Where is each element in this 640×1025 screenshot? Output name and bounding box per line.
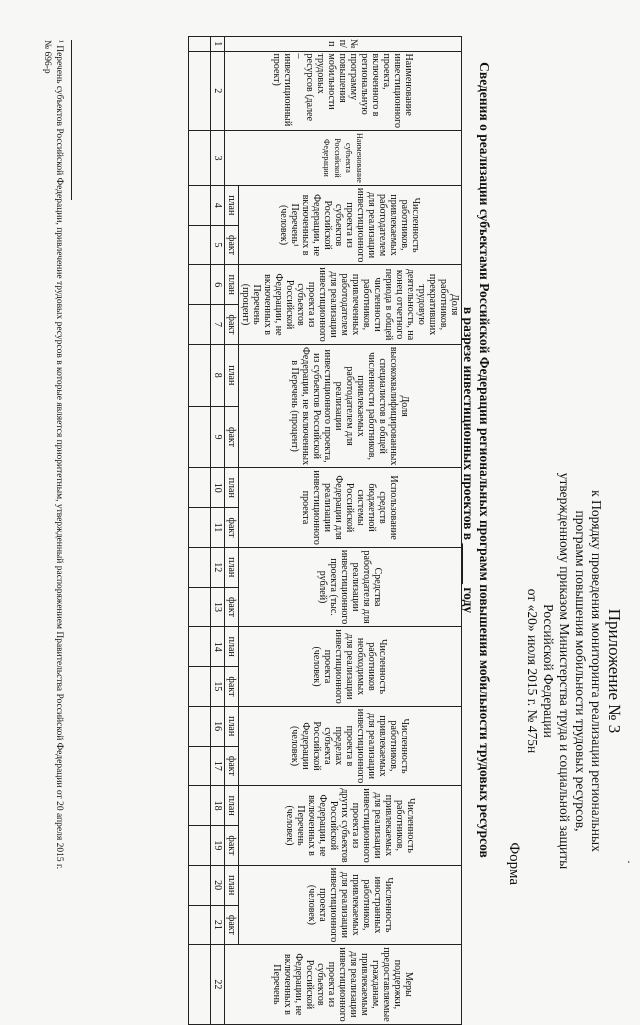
table-header-row bbox=[239, 37, 462, 1025]
table-cell bbox=[189, 786, 211, 826]
fact-subheader: факт bbox=[225, 587, 239, 627]
fact-subheader: факт bbox=[225, 406, 239, 468]
table-cell bbox=[189, 131, 211, 186]
fact-subheader: факт bbox=[225, 508, 239, 548]
table-cell bbox=[189, 225, 211, 265]
table-cell bbox=[189, 627, 211, 667]
heading-line: Сведения о реализации субъектами Российской Федерации региональных программ повышения мобильности трудовых ресурсов bbox=[477, 62, 492, 858]
plan-subheader: план bbox=[225, 468, 239, 508]
col-project-header: Наименование инвестиционного проекта, включенного в региональную программу повышения мобильности трудовых ресурсов (далее – инвестиционный проект) bbox=[225, 51, 462, 130]
column-number-cell: 18 bbox=[211, 786, 225, 826]
header-line: Российской Федерации bbox=[541, 604, 556, 738]
table-cell bbox=[189, 905, 211, 945]
plan-subheader: план bbox=[225, 344, 239, 406]
plan-subheader: план bbox=[225, 865, 239, 905]
table-cell bbox=[189, 945, 211, 1024]
column-number-cell: 16 bbox=[211, 706, 225, 746]
col-support-header: Меры поддержки, предоставляемые гражданам, привлекаемым для реализации инвестиционного проекта из субъектов Российской Федерации, не включенных в Перечень bbox=[225, 945, 462, 1024]
document-heading bbox=[460, 40, 492, 880]
footnote: ¹ Перечень субъектов Российской Федерации, привлечение трудовых ресурсов в которые является приоритетным, утвержденный распоряжением Правительства Российской Федерации от 20 апреля 2015 г. № 696-р bbox=[42, 40, 64, 870]
column-number-cell: 17 bbox=[211, 746, 225, 786]
column-number-cell: 9 bbox=[211, 406, 225, 468]
group-header: Численность работников, привлекаемых для реализации инвестиционного проекта из других субъектов Российской Федерации, не включенных в Перечень (человек) bbox=[239, 786, 462, 865]
fact-subheader: факт bbox=[225, 667, 239, 707]
plan-subheader: план bbox=[225, 265, 239, 305]
column-number-cell: 1 bbox=[211, 37, 225, 52]
table-cell bbox=[189, 344, 211, 406]
column-number-cell: 11 bbox=[211, 508, 225, 548]
table-cell bbox=[189, 865, 211, 905]
appendix-title: Приложение № 3 bbox=[605, 608, 624, 734]
table-cell bbox=[189, 667, 211, 707]
plan-fact-row bbox=[225, 37, 239, 1025]
column-number-cell: 7 bbox=[211, 305, 225, 345]
table-cell bbox=[189, 51, 211, 130]
appendix-header bbox=[524, 461, 622, 881]
table-cell bbox=[189, 746, 211, 786]
table-cell bbox=[189, 305, 211, 345]
column-number-cell: 4 bbox=[211, 185, 225, 225]
column-number-cell: 19 bbox=[211, 826, 225, 866]
footnote-separator bbox=[71, 40, 72, 200]
header-line: программ повышения мобильности трудовых ресурсов, bbox=[573, 510, 588, 832]
table-cell bbox=[189, 826, 211, 866]
col-number-header: № п/п bbox=[225, 37, 462, 52]
table-row bbox=[189, 37, 211, 1025]
column-number-cell: 5 bbox=[211, 225, 225, 265]
column-number-cell: 20 bbox=[211, 865, 225, 905]
column-number-row bbox=[211, 37, 225, 1025]
fact-subheader: факт bbox=[225, 225, 239, 265]
table-cell bbox=[189, 547, 211, 587]
group-header: Доля высококвалифицированных специалистов в общей численности работников, привлекаемых работодателем для реализации инвестиционного проекта, из субъектов Российской Федерации, не включенных в Перечень (процент) bbox=[239, 344, 462, 468]
report-table bbox=[188, 36, 462, 1025]
group-header: Численность иностранных работников, привлекаемых для реализации инвестиционного проекта (человек) bbox=[239, 865, 462, 944]
column-number-cell: 15 bbox=[211, 667, 225, 707]
heading-line: в разрезе инвестиционных проектов в ______ году bbox=[461, 306, 476, 614]
plan-subheader: план bbox=[225, 627, 239, 667]
fact-subheader: факт bbox=[225, 305, 239, 345]
scan-mark: · bbox=[622, 860, 636, 864]
group-header: Численность работников необходимых для реализации инвестиционного проекта (человек) bbox=[239, 627, 462, 706]
group-header: Численность работников, привлекаемых для реализации инвестиционного проекта в пределах субъекта Российской Федерации (человек) bbox=[239, 706, 462, 785]
column-number-cell: 12 bbox=[211, 547, 225, 587]
plan-subheader: план bbox=[225, 185, 239, 225]
header-line: утвержденному приказом Министерства труда и социальной защиты bbox=[557, 472, 572, 870]
column-number-cell: 21 bbox=[211, 905, 225, 945]
table-cell bbox=[189, 468, 211, 508]
column-number-cell: 10 bbox=[211, 468, 225, 508]
form-label: Форма bbox=[506, 842, 522, 885]
table-cell bbox=[189, 185, 211, 225]
plan-subheader: план bbox=[225, 786, 239, 826]
group-header: Численность работников, привлекаемых работодателем для реализации инвестиционного проекта из субъектов Российской Федерации, не включенных в Перечень¹ (человек) bbox=[239, 185, 462, 264]
plan-subheader: план bbox=[225, 547, 239, 587]
fact-subheader: факт bbox=[225, 905, 239, 945]
fact-subheader: факт bbox=[225, 826, 239, 866]
plan-subheader: план bbox=[225, 706, 239, 746]
header-line: от «20» июля 2015 г. № 475н bbox=[525, 588, 540, 754]
column-number-cell: 2 bbox=[211, 51, 225, 130]
header-line: к Порядку проведения мониторинга реализации региональных bbox=[589, 490, 604, 852]
table-cell bbox=[189, 706, 211, 746]
column-number-cell: 22 bbox=[211, 945, 225, 1024]
column-number-cell: 13 bbox=[211, 587, 225, 627]
table-cell bbox=[189, 406, 211, 468]
table-cell bbox=[189, 587, 211, 627]
group-header: Использование средств бюджетной системы Российской Федерации для реализации инвестиционного проекта bbox=[239, 468, 462, 547]
table-cell bbox=[189, 508, 211, 548]
column-number-cell: 6 bbox=[211, 265, 225, 305]
col-subject-header: Наименование субъекта Российской Федерации bbox=[225, 131, 462, 186]
column-number-cell: 8 bbox=[211, 344, 225, 406]
column-number-cell: 14 bbox=[211, 627, 225, 667]
group-header: Доля работников, прекративших трудовую деятельность, на конец отчетного периода в общей численности работников, привлеченных работодателем для реализации инвестиционного проекта из субъектов Российской Федерации, не включенных в Перечень (процент) bbox=[239, 265, 462, 344]
table-cell bbox=[189, 265, 211, 305]
table-cell bbox=[189, 37, 211, 52]
column-number-cell: 3 bbox=[211, 131, 225, 186]
fact-subheader: факт bbox=[225, 746, 239, 786]
group-header: Средства работодателя для реализации инвестиционного проекта (тыс. рублей) bbox=[239, 547, 462, 626]
